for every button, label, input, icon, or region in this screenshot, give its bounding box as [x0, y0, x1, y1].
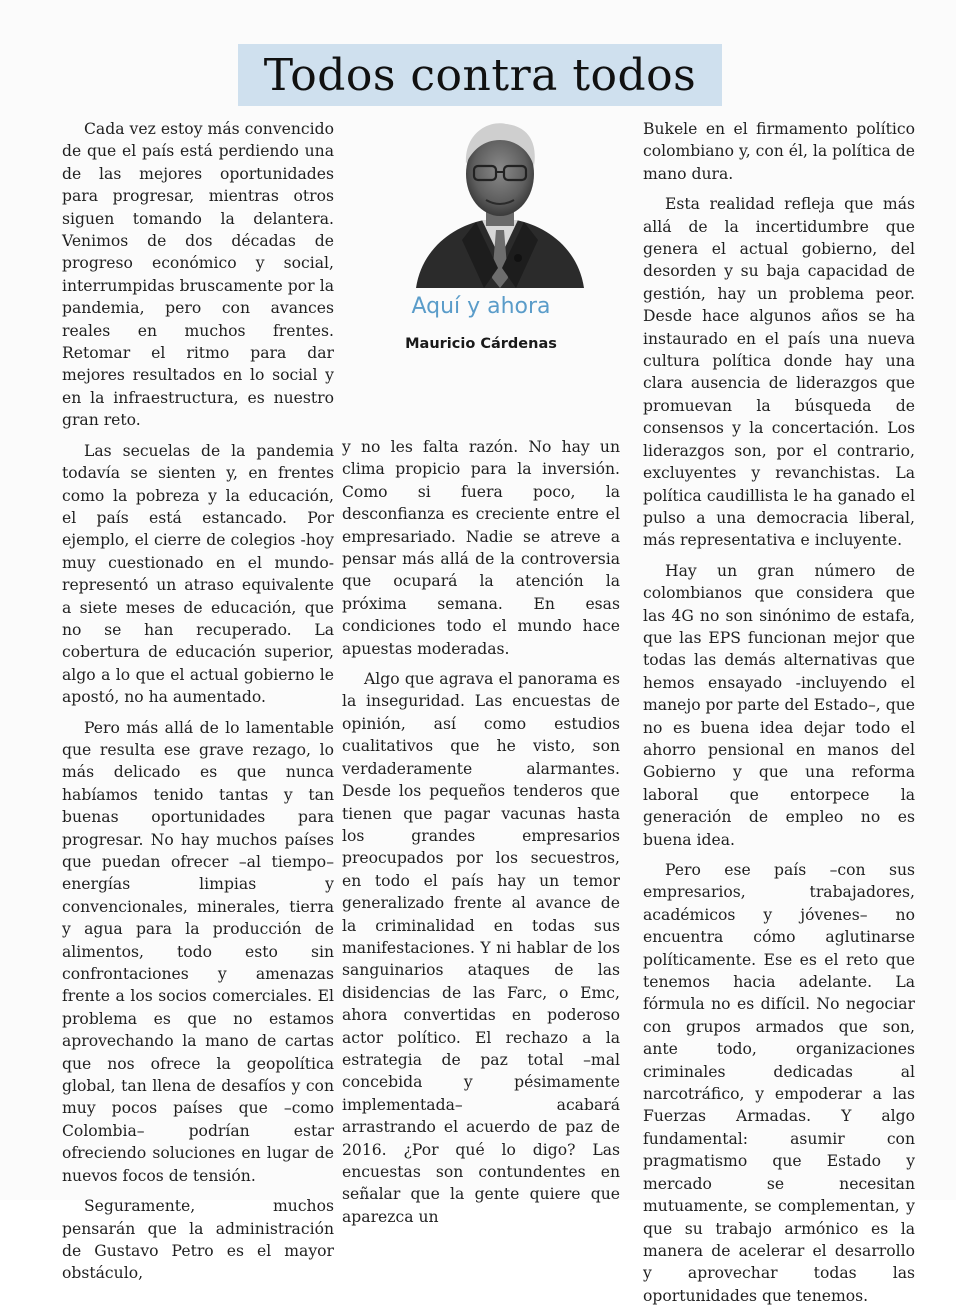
article-column-2	[342, 436, 620, 1228]
author-byline: Mauricio Cárdenas	[405, 336, 557, 352]
paragraph: Las secuelas de la pandemia todavía se sienten y, en frentes como la pobreza y la educación, el país está estancado. Por ejemplo, el cierre de colegios -hoy muy cuestionado en el mundo- representó un atraso equivalente a siete meses de educación, que no se han recuperado. La cobertura de educación superior, algo a lo que el actual gobierno le apostó, no ha aumentado.	[62, 441, 334, 707]
article-column-3	[643, 118, 915, 1307]
paragraph: Esta realidad refleja que más allá de la incertidumbre que genera el actual gobierno, del desorden y su baja capacidad de gestión, hay un problema peor. Desde hace algunos años se ha instaurado en el país una nueva cultura política donde hay una clara ausencia de liderazgos que promuevan la búsqueda de consensos y la concertación. Los liderazgos son, por el contrario, excluyentes y revanchistas. La política caudillista le ha ganado el pulso a una democracia liberal, más representativa e incluyente.	[643, 195, 915, 550]
paragraph: Cada vez estoy más convencido de que el país está perdiendo una de las mejores oportunidades para progresar, mientras otros siguen tomando la delantera. Venimos de dos décadas de progreso económico y social, interrumpidas bruscamente por la pandemia, pero con avances reales en muchos frentes. Retomar el ritmo para dar mejores resultados en lo social y en la infraestructura, es nuestro gran reto.	[62, 120, 334, 430]
paragraph: Seguramente, muchos pensarán que la administración de Gustavo Petro es el mayor obstáculo,	[62, 1197, 334, 1283]
article-column-1	[62, 118, 334, 1285]
paragraph: y no les falta razón. No hay un clima propicio para la inversión. Como si fuera poco, la desconfianza es creciente entre el empresariado. Nadie se atreve a pensar más allá de la controversia que ocupará la atención la próxima semana. En esas condiciones todo el mundo hace apuestas moderadas.	[342, 438, 620, 658]
paragraph: Bukele en el firmamento político colombiano y, con él, la política de mano dura.	[643, 120, 915, 183]
author-portrait	[414, 108, 586, 288]
headline-banner	[238, 44, 722, 106]
paragraph: Pero más allá de lo lamentable que resulta ese grave rezago, lo más delicado es que nunca habíamos tenido tantas y tan buenas oportunidades para progresar. No hay muchos países que puedan ofrecer –al tiempo– energías limpias y convencionales, minerales, tierra y agua para la producción de alimentos, todo esto sin confrontaciones y amenazas frente a los socios comerciales. El problema es que no estamos aprovechando la mano de cartas que nos ofrece la geopolítica global, tan llena de desafíos y con muy pocos países que –como Colombia– podrían estar ofreciendo soluciones en lugar de nuevos focos de tensión.	[62, 718, 334, 1185]
paragraph: Pero ese país –con sus empresarios, trabajadores, académicos y jóvenes– no encuentra cómo aglutinarse políticamente. Ese es el reto que tenemos hacia adelante. La fórmula no es difícil. No negociar con grupos armados que son, ante todo, organizaciones criminales dedicadas al narcotráfico, y empoderar a las Fuerzas Armadas. Y algo fundamental: asumir con pragmatismo que Estado y mercado se necesitan mutuamente, se complementan, y que su trabajo armónico es la manera de acelerar el desarrollo y aprovechar todas las oportunidades que tenemos.	[643, 861, 915, 1305]
paragraph: Hay un gran número de colombianos que considera que las 4G no son sinónimo de estafa, que las EPS funcionan mejor que todas las demás alternativas que hemos ensayado -incluyendo el manejo por parte del Estado–, que no es buena idea dejar todo el ahorro pensional en manos del Gobierno y que una reforma laboral que entorpece la generación de empleo no es buena idea.	[643, 561, 915, 849]
section-label: Aquí y ahora	[411, 294, 551, 319]
headline: Todos contra todos	[263, 49, 697, 101]
paragraph: Algo que agrava el panorama es la inseguridad. Las encuestas de opinión, así como estudios cualitativos que he visto, son verdaderamente alarmantes. Desde los pequeños tenderos que tienen que pagar vacunas hasta los grandes empresarios preocupados por los secuestros, en todo el país hay un temor generalizado frente al avance de la criminalidad en todas sus manifestaciones. Y ni hablar de los sanguinarios ataques de las disidencias de las Farc, o Emc, ahora convertidas en poderoso actor político. El rechazo a la estrategia de paz total –mal concebida y pésimamente implementada– acabará arrastrando el acuerdo de paz de 2016. ¿Por qué lo digo? Las encuestas son contundentes en señalar que la gente quiere que aparezca un	[342, 670, 620, 1226]
